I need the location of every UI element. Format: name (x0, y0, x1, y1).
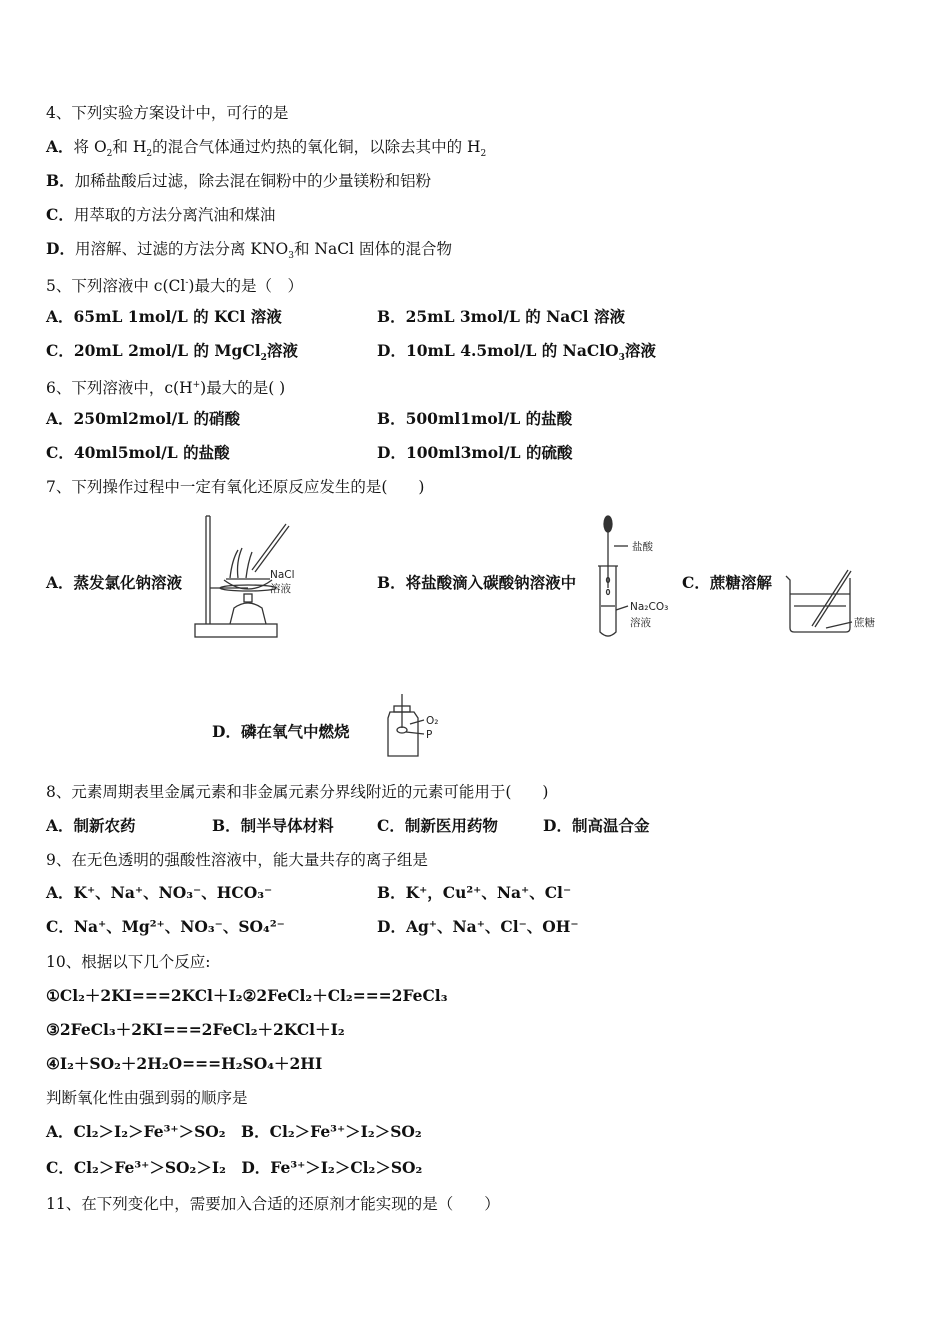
q10-reaction-1-2: ①Cl₂＋2KI===2KCl＋I₂②2FeCl₂＋Cl₂===2FeCl₃ (46, 986, 448, 1005)
test-tube-figure (592, 510, 684, 642)
q8-option-c: C．制新医用药物 (377, 816, 498, 835)
fig-d-label-1: O₂ (426, 715, 439, 727)
q7-option-a: A．蒸发氯化钠溶液 (46, 573, 183, 592)
q8-option-a: A．制新农药 (46, 816, 136, 835)
gas-jar-figure (380, 692, 452, 764)
q7-stem: 7、下列操作过程中一定有氧化还原反应发生的是( ) (46, 478, 425, 496)
q10-reaction-4: ④I₂＋SO₂＋2H₂O===H₂SO₄＋2HI (46, 1054, 323, 1073)
fig-b-label-2: 溶液 (630, 617, 651, 629)
fig-d-label-2: P (426, 729, 433, 741)
q9-option-b: B．K⁺，Cu²⁺、Na⁺、Cl⁻ (377, 883, 572, 902)
q9-option-d: D．Ag⁺、Na⁺、Cl⁻、OH⁻ (377, 917, 579, 936)
q7-option-b: B．将盐酸滴入碳酸钠溶液中 (377, 573, 577, 592)
q11-stem: 11、在下列变化中，需要加入合适的还原剂才能实现的是（ ） (46, 1195, 500, 1213)
q8-stem: 8、元素周期表里金属元素和非金属元素分界线附近的元素可能用于( ) (46, 783, 549, 801)
q5-option-d: D．10mL 4.5mol/L 的 NaClO$_3$溶液 (377, 341, 656, 364)
q6-option-d: D．100ml3mol/L 的硫酸 (377, 443, 573, 462)
fig-c-label: 蔗糖 (854, 617, 875, 629)
beaker-figure (782, 566, 894, 640)
fig-b-top-label: 盐酸 (632, 541, 653, 553)
q4-stem: 4、下列实验方案设计中，可行的是 (46, 104, 289, 122)
fig-b-label-1: Na₂CO₃ (630, 601, 669, 613)
q10-stem: 10、根据以下几个反应: (46, 953, 211, 971)
q6-stem: 6、下列溶液中，c(H+)最大的是( ) (46, 379, 286, 398)
q4-option-a: A．将 $O_2$和 $H_2$的混合气体通过灼热的氧化铜，以除去其中的 $H_2$ (46, 137, 487, 160)
q9-stem: 9、在无色透明的强酸性溶液中，能大量共存的离子组是 (46, 851, 428, 869)
fig-a-label-2: 溶液 (270, 583, 291, 595)
q9-option-c: C．Na⁺、Mg²⁺、NO₃⁻、SO₄²⁻ (46, 917, 285, 936)
q8-option-b: B．制半导体材料 (212, 816, 334, 835)
q8-option-d: D．制高温合金 (543, 816, 650, 835)
q10-options-cd: C．Cl₂＞Fe³⁺＞SO₂＞I₂ D．Fe³⁺＞I₂＞Cl₂＞SO₂ (46, 1158, 423, 1177)
q4-option-c: C．用萃取的方法分离汽油和煤油 (46, 205, 276, 224)
q9-option-a: A．K⁺、Na⁺、NO₃⁻、HCO₃⁻ (46, 883, 273, 902)
q4-option-b: B．加稀盐酸后过滤，除去混在铜粉中的少量镁粉和铝粉 (46, 171, 432, 190)
q7-option-d: D．磷在氧气中燃烧 (212, 722, 350, 741)
evaporation-apparatus-figure (190, 512, 302, 644)
q10-reaction-3: ③2FeCl₃＋2KI===2FeCl₂＋2KCl＋I₂ (46, 1020, 345, 1039)
q5-option-a: A．65mL 1mol/L 的 KCl 溶液 (46, 307, 282, 326)
q5-stem: 5、下列溶液中 c(Cl-)最大的是（ ） (46, 277, 303, 296)
fig-a-label-1: NaCl (270, 569, 295, 581)
q6-option-c: C．40ml5mol/L 的盐酸 (46, 443, 230, 462)
q5-option-c: C．20mL 2mol/L 的 MgCl$_2$溶液 (46, 341, 298, 364)
q10-options-ab: A．Cl₂＞I₂＞Fe³⁺＞SO₂ B．Cl₂＞Fe³⁺＞I₂＞SO₂ (46, 1122, 422, 1141)
q6-option-b: B．500ml1mol/L 的盐酸 (377, 409, 573, 428)
q7-option-c: C．蔗糖溶解 (682, 573, 772, 592)
q5-option-b: B．25mL 3mol/L 的 NaCl 溶液 (377, 307, 625, 326)
q4-option-d: D．用溶解、过滤的方法分离 $KNO_3$和 NaCl 固体的混合物 (46, 239, 452, 262)
q10-ask: 判断氧化性由强到弱的顺序是 (46, 1089, 248, 1107)
q6-option-a: A．250ml2mol/L 的硝酸 (46, 409, 241, 428)
